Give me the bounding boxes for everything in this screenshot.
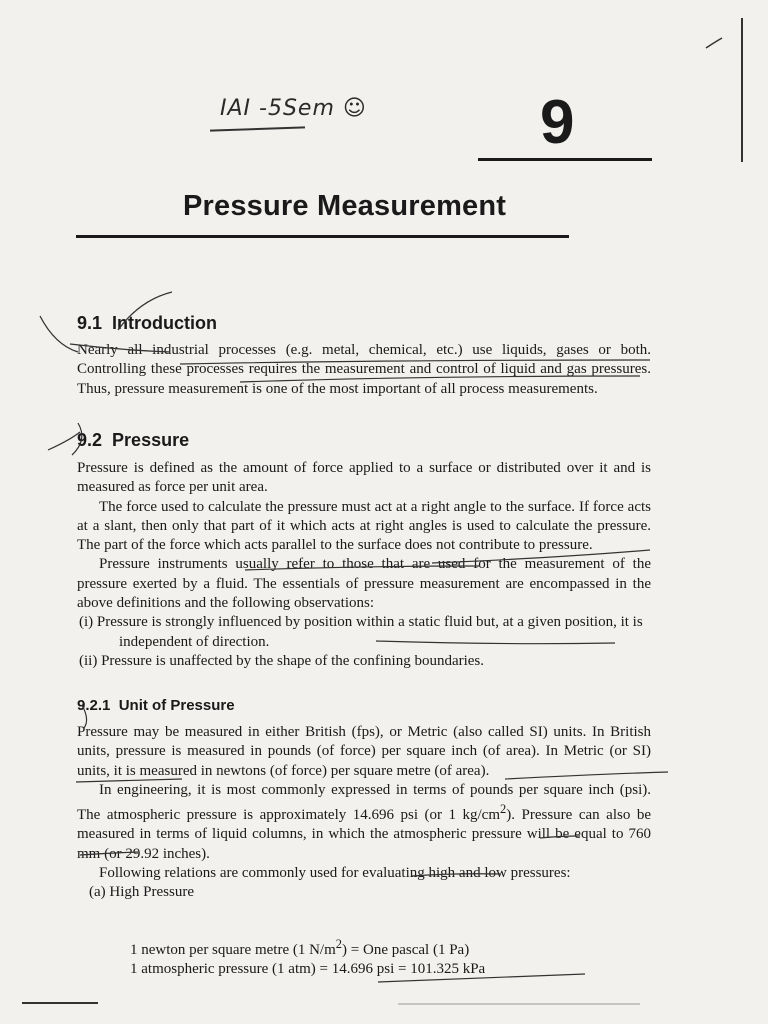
- section-title: Pressure: [112, 430, 190, 450]
- chapter-number: 9: [540, 88, 575, 157]
- section-number: 9.2: [77, 430, 103, 450]
- superscript: 2: [500, 802, 507, 817]
- text-run: ). Pressure can also be measured in terms of liquid columns, in which the atmospheric pressure will be equal to 760 mm (or 29.92 inches).: [77, 807, 651, 862]
- paragraph: Nearly all industrial processes (e.g. metal, chemical, etc.) use liquids, gases or both. Controlling these processes requires the measurement and control of liquid and gas pressures. Thus, pressure measurement is one of the most important of all process measurements.: [77, 342, 651, 397]
- text-run: In engineering, it is most commonly expressed in terms of pounds per square inch (psi). The atmospheric pressure is approximately 14.696 psi (or 1 kg/cm: [77, 781, 651, 824]
- handwritten-annotation: IAI -5Sem ☺: [220, 96, 367, 121]
- section-number: 9.2.1: [77, 697, 111, 714]
- formula-line: 1 atmospheric pressure (1 atm) = 14.696 psi = 101.325 kPa: [130, 961, 486, 978]
- list-item: (ii) Pressure is unaffected by the shape of the confining boundaries.: [79, 652, 485, 669]
- section-title: Unit of Pressure: [118, 697, 235, 714]
- text-run: 1 newton per square metre (1 N/m: [130, 942, 336, 958]
- list-item: (i) Pressure is strongly influenced by position within a static fluid but, at a given position, it is independent of direction.: [79, 614, 643, 650]
- paragraph: Pressure may be measured in either British (fps), or Metric (also called SI) units. In British units, pressure is measured in pounds (of force) per square inch (of area). In Metric (or SI) units, it is measured in newtons (of force) per square metre (of area).: [77, 724, 651, 779]
- section-title: Introduction: [112, 313, 218, 333]
- paragraph: Pressure instruments usually refer to those that are used for the measurement of the pressure exerted by a fluid. The essentials of pressure measurement are encompassed in the above definitions and the following observations:: [77, 556, 651, 612]
- paragraph: Pressure is defined as the amount of force applied to a surface or distributed over it and is measured as force per unit area.: [77, 460, 651, 496]
- section-number: 9.1: [77, 313, 103, 333]
- superscript: 2: [335, 937, 343, 951]
- paragraph: The force used to calculate the pressure must act at a right angle to the surface. If force acts at a slant, then only that part of it which acts at right angles is used to calculate the pressure. The part of the force which acts parallel to the surface does not contribute to pressure.: [77, 498, 651, 554]
- text-run: ) = One pascal (1 Pa): [342, 942, 470, 958]
- paragraph: Following relations are commonly used for evaluating high and low pressures:: [99, 865, 571, 882]
- chapter-title: Pressure Measurement: [183, 190, 507, 222]
- subheading-high-pressure: (a) High Pressure: [89, 884, 194, 901]
